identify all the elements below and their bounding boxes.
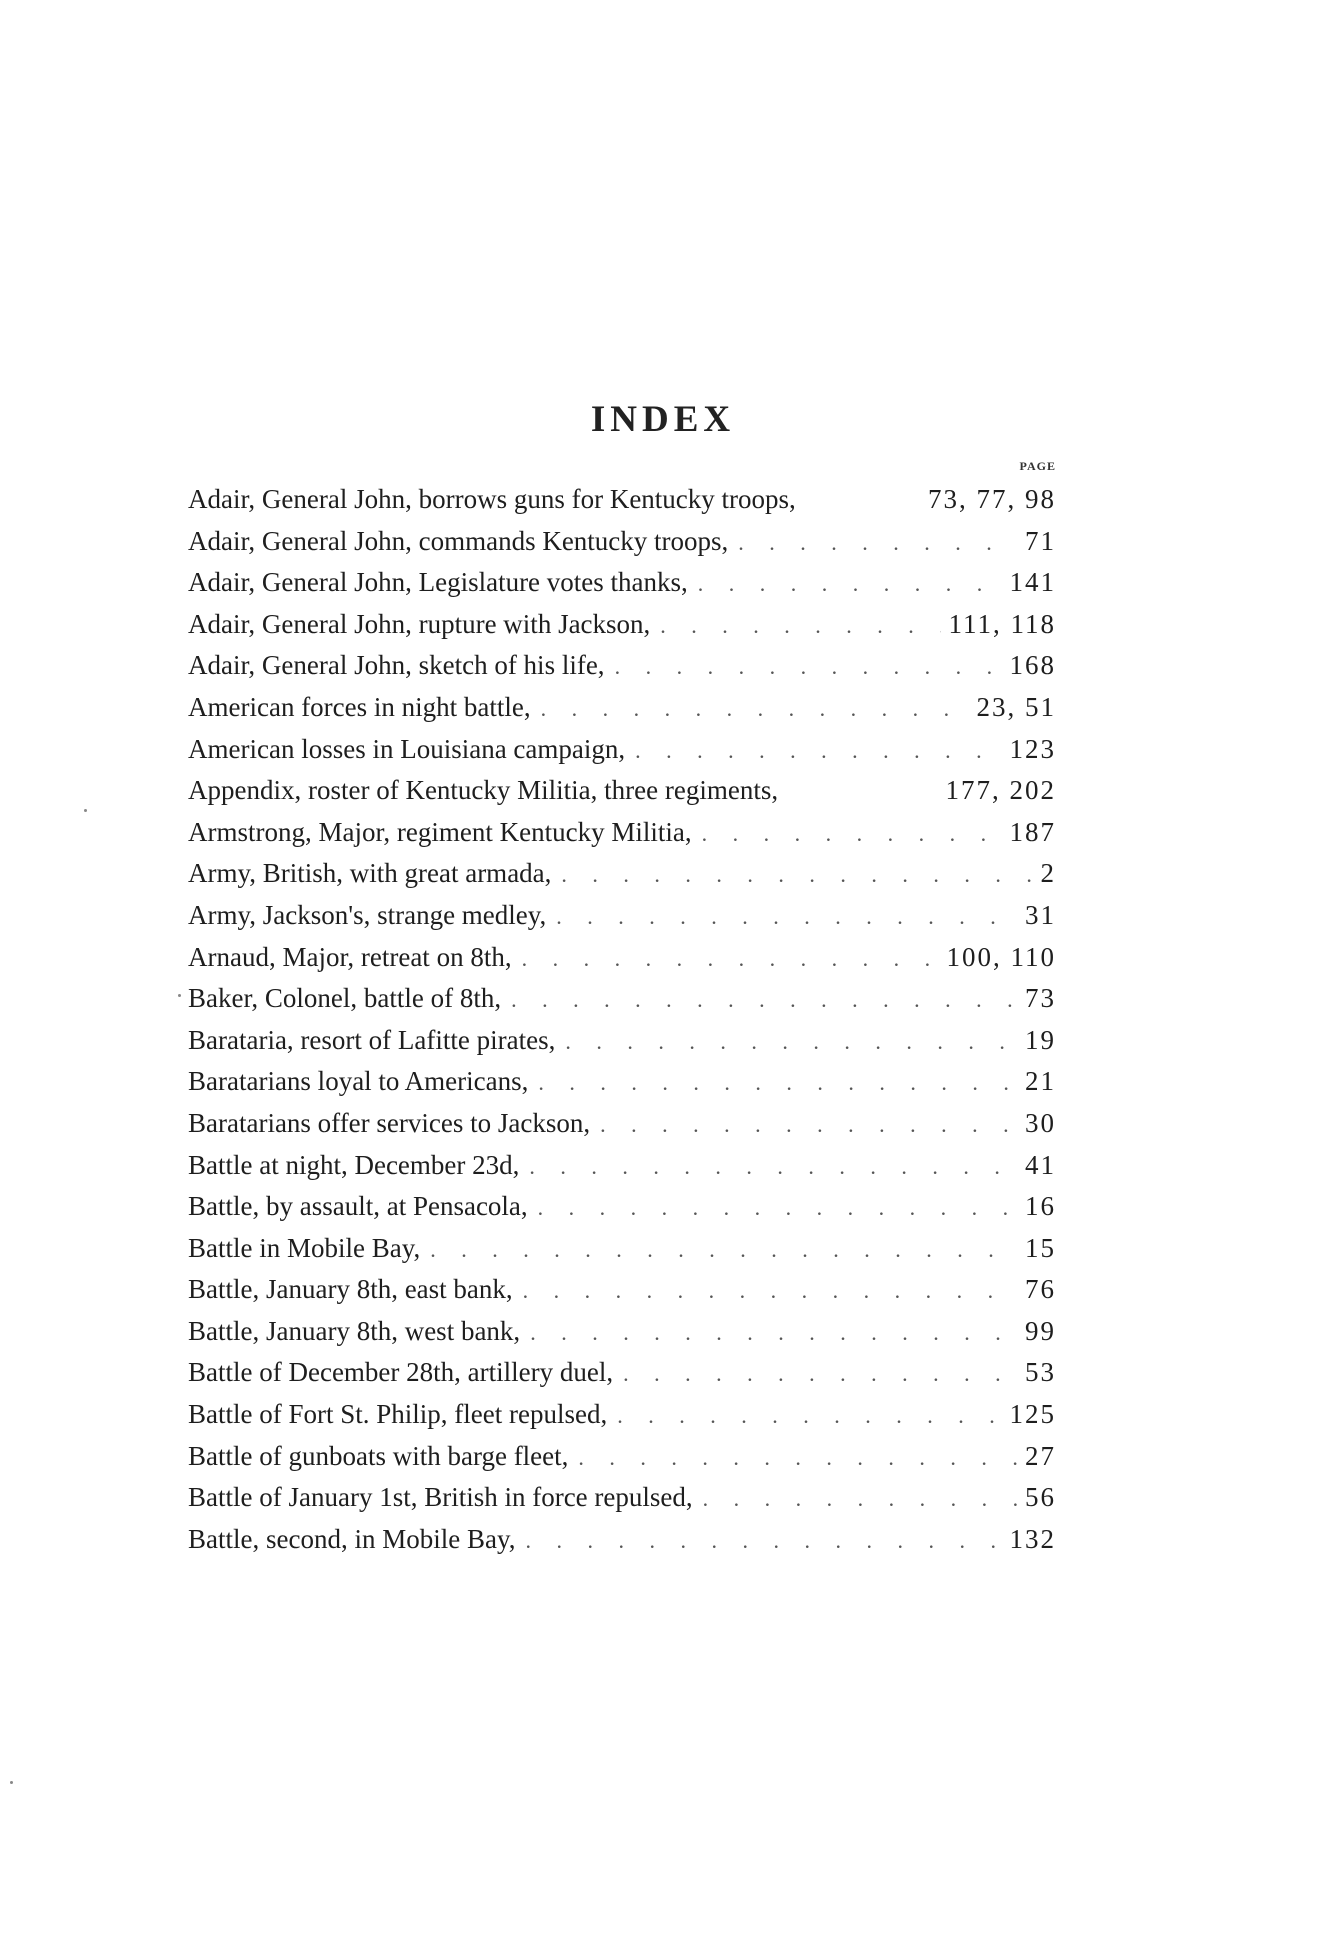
dot-leader xyxy=(613,1353,1017,1394)
index-entry-text: Adair, General John, sketch of his life, xyxy=(188,650,605,681)
index-entry-pages: 31 xyxy=(1025,899,1056,930)
index-entry-pages: 141 xyxy=(1009,567,1056,598)
index-entry-text: Battle, by assault, at Pensacola, xyxy=(188,1191,528,1222)
index-entry-text: Armstrong, Major, regiment Kentucky Militia, xyxy=(188,816,692,847)
index-entry-pages: 111, 118 xyxy=(948,608,1056,639)
index-entry-text: Baratarians loyal to Americans, xyxy=(188,1066,529,1097)
index-entry-pages: 23, 51 xyxy=(976,691,1056,722)
index-entry xyxy=(188,1269,1056,1311)
page-column-label: PAGE xyxy=(1019,459,1056,473)
dot-leader xyxy=(692,813,1002,854)
index-entry-pages: 16 xyxy=(1025,1191,1056,1222)
index-entry xyxy=(188,1020,1056,1062)
index-entry-pages: 2 xyxy=(1040,858,1056,889)
dot-leader xyxy=(693,1478,1017,1519)
index-entry-text: Adair, General John, commands Kentucky troops, xyxy=(188,525,729,556)
index-entry xyxy=(188,1145,1056,1187)
dot-leader xyxy=(528,1062,1017,1103)
index-entry-text: Baker, Colonel, battle of 8th, xyxy=(188,983,502,1014)
index-entry-pages: 123 xyxy=(1009,733,1056,764)
index-entry-text: Battle, January 8th, east bank, xyxy=(188,1274,513,1305)
index-entry xyxy=(188,645,1056,687)
index-entry-text: Adair, General John, borrows guns for Kentucky troops, xyxy=(188,484,796,514)
index-entry-text: Arnaud, Major, retreat on 8th, xyxy=(188,941,512,972)
index-entry xyxy=(188,1477,1056,1519)
dot-leader xyxy=(520,1312,1017,1353)
dot-leader xyxy=(555,1021,1017,1062)
index-entry-pages: 73 xyxy=(1025,983,1056,1014)
index-entry xyxy=(188,1103,1056,1145)
margin-speck xyxy=(84,809,87,812)
dot-leader xyxy=(515,1520,1001,1561)
index-entry-text: American losses in Louisiana campaign, xyxy=(188,733,626,764)
index-entry-pages: 76 xyxy=(1025,1274,1056,1305)
index-entry-text: Army, British, with great armada, xyxy=(188,858,552,889)
dot-leader xyxy=(650,605,940,646)
dot-leader xyxy=(531,688,969,729)
index-entry-pages: 177, 202 xyxy=(945,775,1056,806)
index-entry xyxy=(188,1519,1056,1561)
dot-leader xyxy=(519,1146,1017,1187)
index-entry-pages: 27 xyxy=(1025,1440,1056,1471)
index-entry xyxy=(188,562,1056,604)
index-entry xyxy=(188,687,1056,729)
index-entry-pages: 100, 110 xyxy=(946,941,1056,972)
index-entry xyxy=(188,812,1056,854)
dot-leader xyxy=(625,730,1001,771)
index-entry xyxy=(188,479,1056,521)
index-entry-text: Adair, General John, rupture with Jackson, xyxy=(188,608,651,639)
index-entry xyxy=(188,853,1056,895)
dot-leader xyxy=(512,938,939,979)
index-entry xyxy=(188,1186,1056,1228)
index-entry xyxy=(188,1352,1056,1394)
index-entry xyxy=(188,1394,1056,1436)
dot-leader xyxy=(420,1229,1017,1270)
index-entry-text: Battle, second, in Mobile Bay, xyxy=(188,1523,516,1554)
index-entry-text: Battle of Fort St. Philip, fleet repulsed, xyxy=(188,1399,608,1430)
index-entry-text: Battle, January 8th, west bank, xyxy=(188,1315,521,1346)
index-entry-text: Army, Jackson's, strange medley, xyxy=(188,899,547,930)
index-entry-pages: 21 xyxy=(1025,1066,1056,1097)
index-entry-text: Battle of gunboats with barge fleet, xyxy=(188,1440,569,1471)
index-entry-pages: 41 xyxy=(1025,1149,1056,1180)
index-entry-pages: 125 xyxy=(1009,1399,1056,1430)
dot-leader xyxy=(607,1395,1001,1436)
index-entry-text: Battle of December 28th, artillery duel, xyxy=(188,1357,614,1388)
index-entry-text: Battle in Mobile Bay, xyxy=(188,1232,421,1263)
dot-leader xyxy=(605,646,1002,687)
index-entry-pages: 132 xyxy=(1009,1523,1056,1554)
dot-leader xyxy=(546,896,1017,937)
index-entry xyxy=(188,978,1056,1020)
index-entry xyxy=(188,770,1056,812)
index-entry-text: American forces in night battle, xyxy=(188,691,531,722)
index-entry-pages: 71 xyxy=(1025,525,1056,556)
index-entry-pages: 73, 77, 98 xyxy=(928,484,1056,514)
dot-leader xyxy=(513,1270,1017,1311)
index-entry xyxy=(188,1061,1056,1103)
index-entry xyxy=(188,521,1056,563)
dot-leader xyxy=(688,563,1002,604)
index-entry-text: Barataria, resort of Lafitte pirates, xyxy=(188,1024,556,1055)
index-entry-pages: 168 xyxy=(1009,650,1056,681)
index-entry-text: Appendix, roster of Kentucky Militia, three regiments, xyxy=(188,775,779,806)
dot-leader xyxy=(551,854,1032,895)
index-entry-pages: 30 xyxy=(1025,1107,1056,1138)
index-entry-text: Baratarians offer services to Jackson, xyxy=(188,1107,591,1138)
index-entry xyxy=(188,1228,1056,1270)
index-entry xyxy=(188,1311,1056,1353)
index-entry-text: Battle of January 1st, British in force repulsed, xyxy=(188,1482,693,1513)
dot-leader xyxy=(728,522,1017,563)
margin-speck xyxy=(10,1781,13,1784)
margin-speck xyxy=(178,994,181,997)
index-entry-text: Adair, General John, Legislature votes thanks, xyxy=(188,567,688,598)
index-entry-pages: 56 xyxy=(1025,1482,1056,1513)
index-entry xyxy=(188,1436,1056,1478)
page-title: INDEX xyxy=(590,399,736,440)
index-entry-pages: 15 xyxy=(1025,1232,1056,1263)
index-entry xyxy=(188,937,1056,979)
index-entry-pages: 53 xyxy=(1025,1357,1056,1388)
dot-leader xyxy=(590,1104,1017,1145)
dot-leader xyxy=(501,979,1017,1020)
index-entry-list xyxy=(188,479,1056,1560)
dot-leader xyxy=(528,1187,1017,1228)
index-entry-pages: 19 xyxy=(1025,1024,1056,1055)
index-entry xyxy=(188,729,1056,771)
index-entry-pages: 99 xyxy=(1025,1315,1056,1346)
index-entry-pages: 187 xyxy=(1009,816,1056,847)
dot-leader xyxy=(568,1437,1017,1478)
index-entry xyxy=(188,895,1056,937)
index-entry-text: Battle at night, December 23d, xyxy=(188,1149,520,1180)
index-entry xyxy=(188,604,1056,646)
